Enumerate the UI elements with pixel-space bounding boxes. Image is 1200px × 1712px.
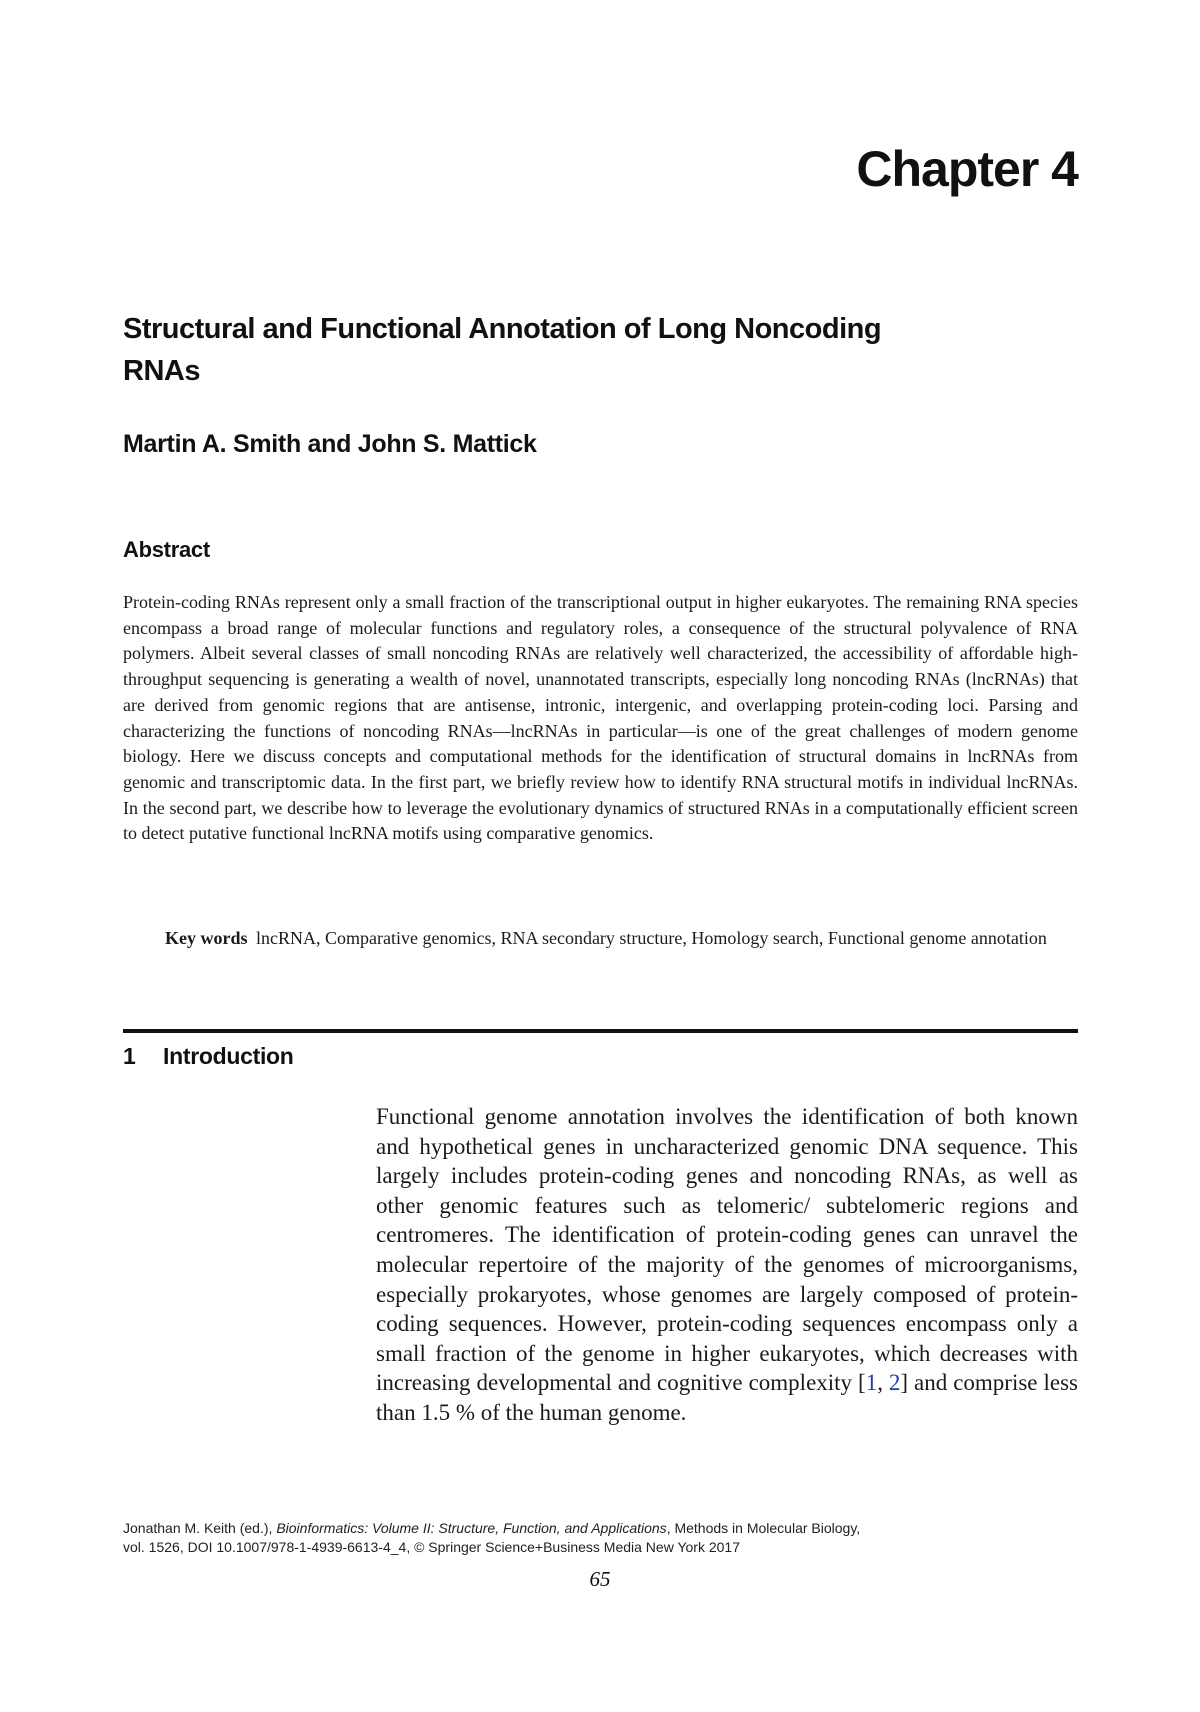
abstract-heading: Abstract (123, 537, 210, 562)
chapter-title: Structural and Functional Annotation of Long Noncoding RNAs (123, 313, 882, 387)
section-heading (123, 1043, 294, 1070)
footer-line-2: vol. 1526, DOI 10.1007/978-1-4939-6613-4_4, © Springer Science+Business Media New York 2017 (123, 1539, 740, 1555)
footer-line-1 (123, 1519, 1078, 1538)
footer-series: , Methods in Molecular Biology, (666, 1520, 861, 1536)
section-divider (123, 1029, 1078, 1033)
authors: Martin A. Smith and John S. Mattick (123, 430, 537, 458)
chapter-label: Chapter 4 (856, 141, 1078, 197)
footer-editor: Jonathan M. Keith (ed.), (123, 1520, 277, 1536)
section-number: 1 (123, 1043, 136, 1069)
intro-text-after: ] and comprise less than 1.5 % of the human genome. (376, 1370, 1078, 1425)
footer-reference (123, 1519, 1078, 1557)
abstract-text: Protein-coding RNAs represent only a small fraction of the transcriptional output in higher eukaryotes. The remaining RNA species encompass a broad range of molecular functions and regulatory roles, a consequence of the structural polyvalence of RNA polymers. Albeit several classes of small noncoding RNAs are relatively well characterized, the accessibility of affordable high-throughput sequencing is generating a wealth of novel, unannotated transcripts, especially long noncoding RNAs (lncRNAs) that are derived from genomic regions that are antisense, intronic, intergenic, and overlapping protein-coding loci. Parsing and characterizing the functions of noncoding RNAs—lncRNAs in particular—is one of the great challenges of modern genome biology. Here we discuss concepts and computational methods for the identification of structural domains in lncRNAs from genomic and transcriptomic data. In the first part, we briefly review how to identify RNA structural motifs in individual lncRNAs. In the second part, we describe how to leverage the evolutionary dynamics of structured RNAs in a computationally efficient screen to detect putative functional lncRNA motifs using comparative genomics. (123, 592, 1078, 844)
citation-link-2[interactable]: 2 (888, 1370, 901, 1396)
citation-link-1[interactable]: 1 (865, 1370, 878, 1396)
citation-separator: , (877, 1370, 889, 1396)
keywords (165, 925, 1078, 952)
keywords-text: lncRNA, Comparative genomics, RNA secondary structure, Homology search, Functional genome annotation (256, 928, 1047, 948)
introduction-paragraph (376, 1102, 1078, 1428)
section-title: Introduction (163, 1043, 294, 1069)
keywords-label: Key words (165, 928, 248, 948)
intro-text-before: Functional genome annotation involves the identification of both known and hypothetical genes in uncharacterized genomic DNA sequence. This largely includes protein-coding genes and noncoding RNAs, as well as other genomic features such as telomeric/ subtelomeric regions and centromeres. The identification of protein-coding genes can unravel the molecular repertoire of the majority of the genomes of microorganisms, especially prokaryotes, whose genomes are largely composed of protein-coding sequences. However, protein-coding sequences encompass only a small fraction of the genome in higher eukaryotes, which decreases with increasing developmental and cognitive complexity [ (376, 1104, 1078, 1396)
page-number: 65 (589, 1567, 611, 1591)
footer-book-title: Bioinformatics: Volume II: Structure, Function, and Applications (276, 1520, 667, 1536)
